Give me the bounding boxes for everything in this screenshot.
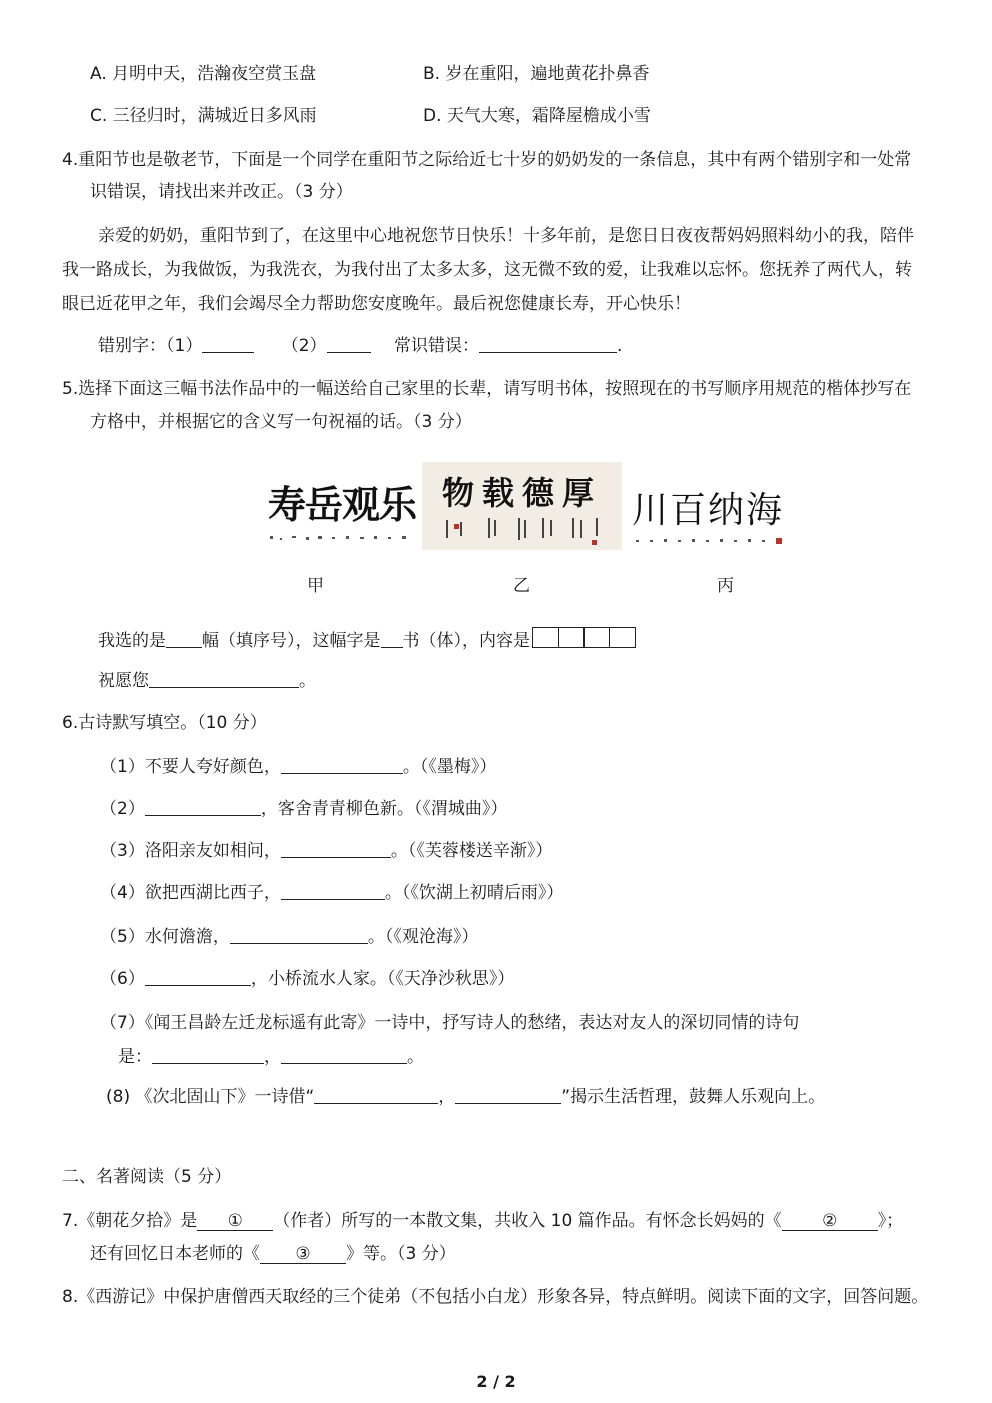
calligraphy-jia-glyphs: 寿岳观乐 bbox=[267, 482, 417, 527]
q6-item-2 bbox=[100, 798, 507, 820]
page-number: 2 / 2 bbox=[476, 1372, 516, 1391]
q4-typo-blank-2[interactable] bbox=[327, 336, 371, 353]
q4-typo-2-label: （2） bbox=[281, 336, 327, 356]
q4-common-error-blank[interactable] bbox=[479, 336, 617, 353]
q5-script-blank[interactable] bbox=[381, 631, 403, 648]
q3-option-d: D. 天气大寒，霜降屋檐成小雪 bbox=[423, 106, 651, 126]
q6-item-8 bbox=[106, 1086, 825, 1108]
q6-item-4-suffix: 。（《饮湖上初晴后雨》） bbox=[384, 883, 564, 903]
q5-grid-cell[interactable] bbox=[558, 627, 585, 648]
calligraphy-label-bing: 丙 bbox=[717, 576, 734, 596]
q7-blank-2[interactable]: ② bbox=[782, 1212, 878, 1231]
q5-grid-cell[interactable] bbox=[609, 627, 636, 648]
section-2-title: 二、名著阅读（5 分） bbox=[62, 1167, 232, 1187]
q6-item-1-blank[interactable] bbox=[281, 757, 403, 774]
q3-option-b: B. 岁在重阳，遍地黄花扑鼻香 bbox=[423, 64, 650, 84]
q6-item-4-prefix: （4）欲把西湖比西子， bbox=[100, 883, 281, 903]
q5-fill-a: 我选的是 bbox=[98, 631, 166, 651]
q7-text-b: （作者）所写的一本散文集，共收入 10 篇作品。有怀念长妈妈的《 bbox=[273, 1211, 782, 1231]
calligraphy-bing-image bbox=[628, 462, 788, 550]
q6-item-1 bbox=[100, 756, 496, 778]
calligraphy-label-jia: 甲 bbox=[307, 576, 324, 596]
q4-message-line2: 我一路成长，为我做饭，为我洗衣，为我付出了太多太多，这无微不致的爱，让我难以忘怀。您抚养了两代人，转 bbox=[62, 260, 912, 280]
q6-item-3-suffix: 。（《芙蓉楼送辛渐》） bbox=[390, 841, 553, 861]
q6-item-2-blank[interactable] bbox=[145, 799, 261, 816]
q4-question-line2: 识错误，请找出来并改正。（3 分） bbox=[90, 182, 353, 202]
q6-item-7-line1: （7）《闻王昌龄左迁龙标遥有此寄》一诗中，抒写诗人的愁绪，表达对友人的深切同情的诗句 bbox=[100, 1013, 800, 1033]
q6-item-8-sep: ， bbox=[438, 1087, 456, 1107]
q6-item-7-blank-1[interactable] bbox=[152, 1047, 264, 1064]
q5-wish-end: 。 bbox=[299, 671, 316, 691]
q6-item-7-end: 。 bbox=[407, 1047, 424, 1067]
q6-item-2-prefix: （2） bbox=[100, 799, 145, 819]
q7-blank-1[interactable]: ① bbox=[197, 1212, 273, 1231]
q6-item-1-suffix: 。（《墨梅》） bbox=[402, 757, 497, 777]
calligraphy-work-jia bbox=[266, 462, 418, 550]
q6-item-4-blank[interactable] bbox=[281, 883, 385, 900]
q6-item-8-suffix: ”揭示生活哲理，鼓舞人乐观向上。 bbox=[561, 1087, 826, 1107]
q5-question-line2: 方格中，并根据它的含义写一句祝福的话。（3 分） bbox=[90, 412, 472, 432]
q4-typo-label: 错别字：（1） bbox=[98, 336, 203, 356]
q7-text-d: 还有回忆日本老师的《 bbox=[90, 1244, 260, 1264]
q7-line2 bbox=[90, 1243, 456, 1265]
q5-question-line1: 5.选择下面这三幅书法作品中的一幅送给自己家里的长辈，请写明书体，按照现在的书写顺序用规范的楷体抄写在 bbox=[62, 379, 912, 399]
calligraphy-yi-glyphs: 物载德厚 bbox=[441, 474, 603, 512]
q6-item-5-prefix: （5）水何澹澹， bbox=[100, 927, 230, 947]
q6-item-4 bbox=[100, 882, 563, 904]
q3-option-a: A. 月明中天，浩瀚夜空赏玉盘 bbox=[90, 64, 317, 84]
q6-title: 6.古诗默写填空。（10 分） bbox=[62, 713, 267, 733]
q5-fill-line bbox=[98, 627, 636, 652]
q6-item-7-line2 bbox=[118, 1046, 424, 1068]
q5-fill-c: 书（体），内容是 bbox=[402, 631, 530, 651]
q6-item-8-blank-2[interactable] bbox=[455, 1087, 561, 1104]
q4-message-line3: 眼已近花甲之年，我们会竭尽全力帮助您安度晚年。最后祝您健康长寿，开心快乐！ bbox=[62, 294, 691, 314]
q6-item-6-suffix: ，小桥流水人家。（《天净沙秋思》） bbox=[250, 969, 515, 989]
calligraphy-bing-glyphs: 川百纳海 bbox=[631, 490, 785, 531]
q5-fill-b: 幅（填序号），这幅字是 bbox=[202, 631, 381, 651]
calligraphy-work-yi bbox=[422, 462, 622, 550]
q7-line1 bbox=[62, 1210, 903, 1232]
q5-wish-line bbox=[98, 670, 316, 692]
q7-text-e: 》等。（3 分） bbox=[346, 1244, 456, 1264]
q6-item-6-blank[interactable] bbox=[145, 969, 251, 986]
calligraphy-yi-image bbox=[422, 462, 622, 550]
q6-item-5-blank[interactable] bbox=[230, 927, 368, 944]
q4-message-line1: 亲爱的奶奶，重阳节到了，在这里中心地祝您节日快乐！十多年前，是您日日夜夜帮妈妈照料幼小的我，陪伴 bbox=[98, 226, 914, 246]
q6-item-5 bbox=[100, 926, 478, 948]
q5-wish-label: 祝愿您 bbox=[98, 671, 149, 691]
q6-item-7-blank-2[interactable] bbox=[281, 1047, 407, 1064]
q6-item-5-suffix: 。（《观沧海》） bbox=[367, 927, 479, 947]
q4-answer-end: . bbox=[616, 336, 623, 356]
q4-answer-line bbox=[98, 335, 622, 357]
q6-item-1-prefix: （1）不要人夸好颜色， bbox=[100, 757, 281, 777]
q6-item-8-prefix: (8) 《次北固山下》一诗借“ bbox=[106, 1087, 315, 1107]
q5-choice-blank[interactable] bbox=[166, 631, 202, 648]
q6-item-3-blank[interactable] bbox=[281, 841, 391, 858]
q8-question: 8.《西游记》中保护唐僧西天取经的三个徒弟（不包括小白龙）形象各异，特点鲜明。阅读下面的文字，回答问题。 bbox=[62, 1287, 929, 1307]
q6-item-7-prefix: 是： bbox=[118, 1047, 152, 1067]
q6-item-6 bbox=[100, 968, 514, 990]
q5-grid-cell[interactable] bbox=[583, 627, 610, 648]
q7-text-a: 7.《朝花夕拾》是 bbox=[62, 1211, 198, 1231]
calligraphy-label-yi: 乙 bbox=[513, 576, 530, 596]
q6-item-3 bbox=[100, 840, 552, 862]
q6-item-7-sep: ， bbox=[264, 1047, 281, 1067]
q4-question-line1: 4.重阳节也是敬老节，下面是一个同学在重阳节之际给近七十岁的奶奶发的一条信息，其中有两个错别字和一处常 bbox=[62, 150, 912, 170]
q5-wish-blank[interactable] bbox=[149, 671, 299, 688]
q6-item-2-suffix: ，客舍青青柳色新。（《渭城曲》） bbox=[260, 799, 508, 819]
q4-common-error-label: 常识错误： bbox=[393, 336, 479, 356]
q4-typo-blank-1[interactable] bbox=[202, 336, 254, 353]
q7-text-c: 》； bbox=[877, 1211, 904, 1231]
q5-answer-grid bbox=[532, 627, 636, 648]
q3-option-c: C. 三径归时，满城近日多风雨 bbox=[90, 106, 317, 126]
calligraphy-jia-image bbox=[266, 462, 418, 550]
q5-grid-cell[interactable] bbox=[532, 627, 559, 648]
q6-item-3-prefix: （3）洛阳亲友如相问， bbox=[100, 841, 281, 861]
q6-item-6-prefix: （6） bbox=[100, 969, 145, 989]
q7-blank-3[interactable]: ③ bbox=[260, 1245, 346, 1264]
q6-item-8-blank-1[interactable] bbox=[314, 1087, 438, 1104]
calligraphy-work-bing bbox=[628, 462, 788, 550]
